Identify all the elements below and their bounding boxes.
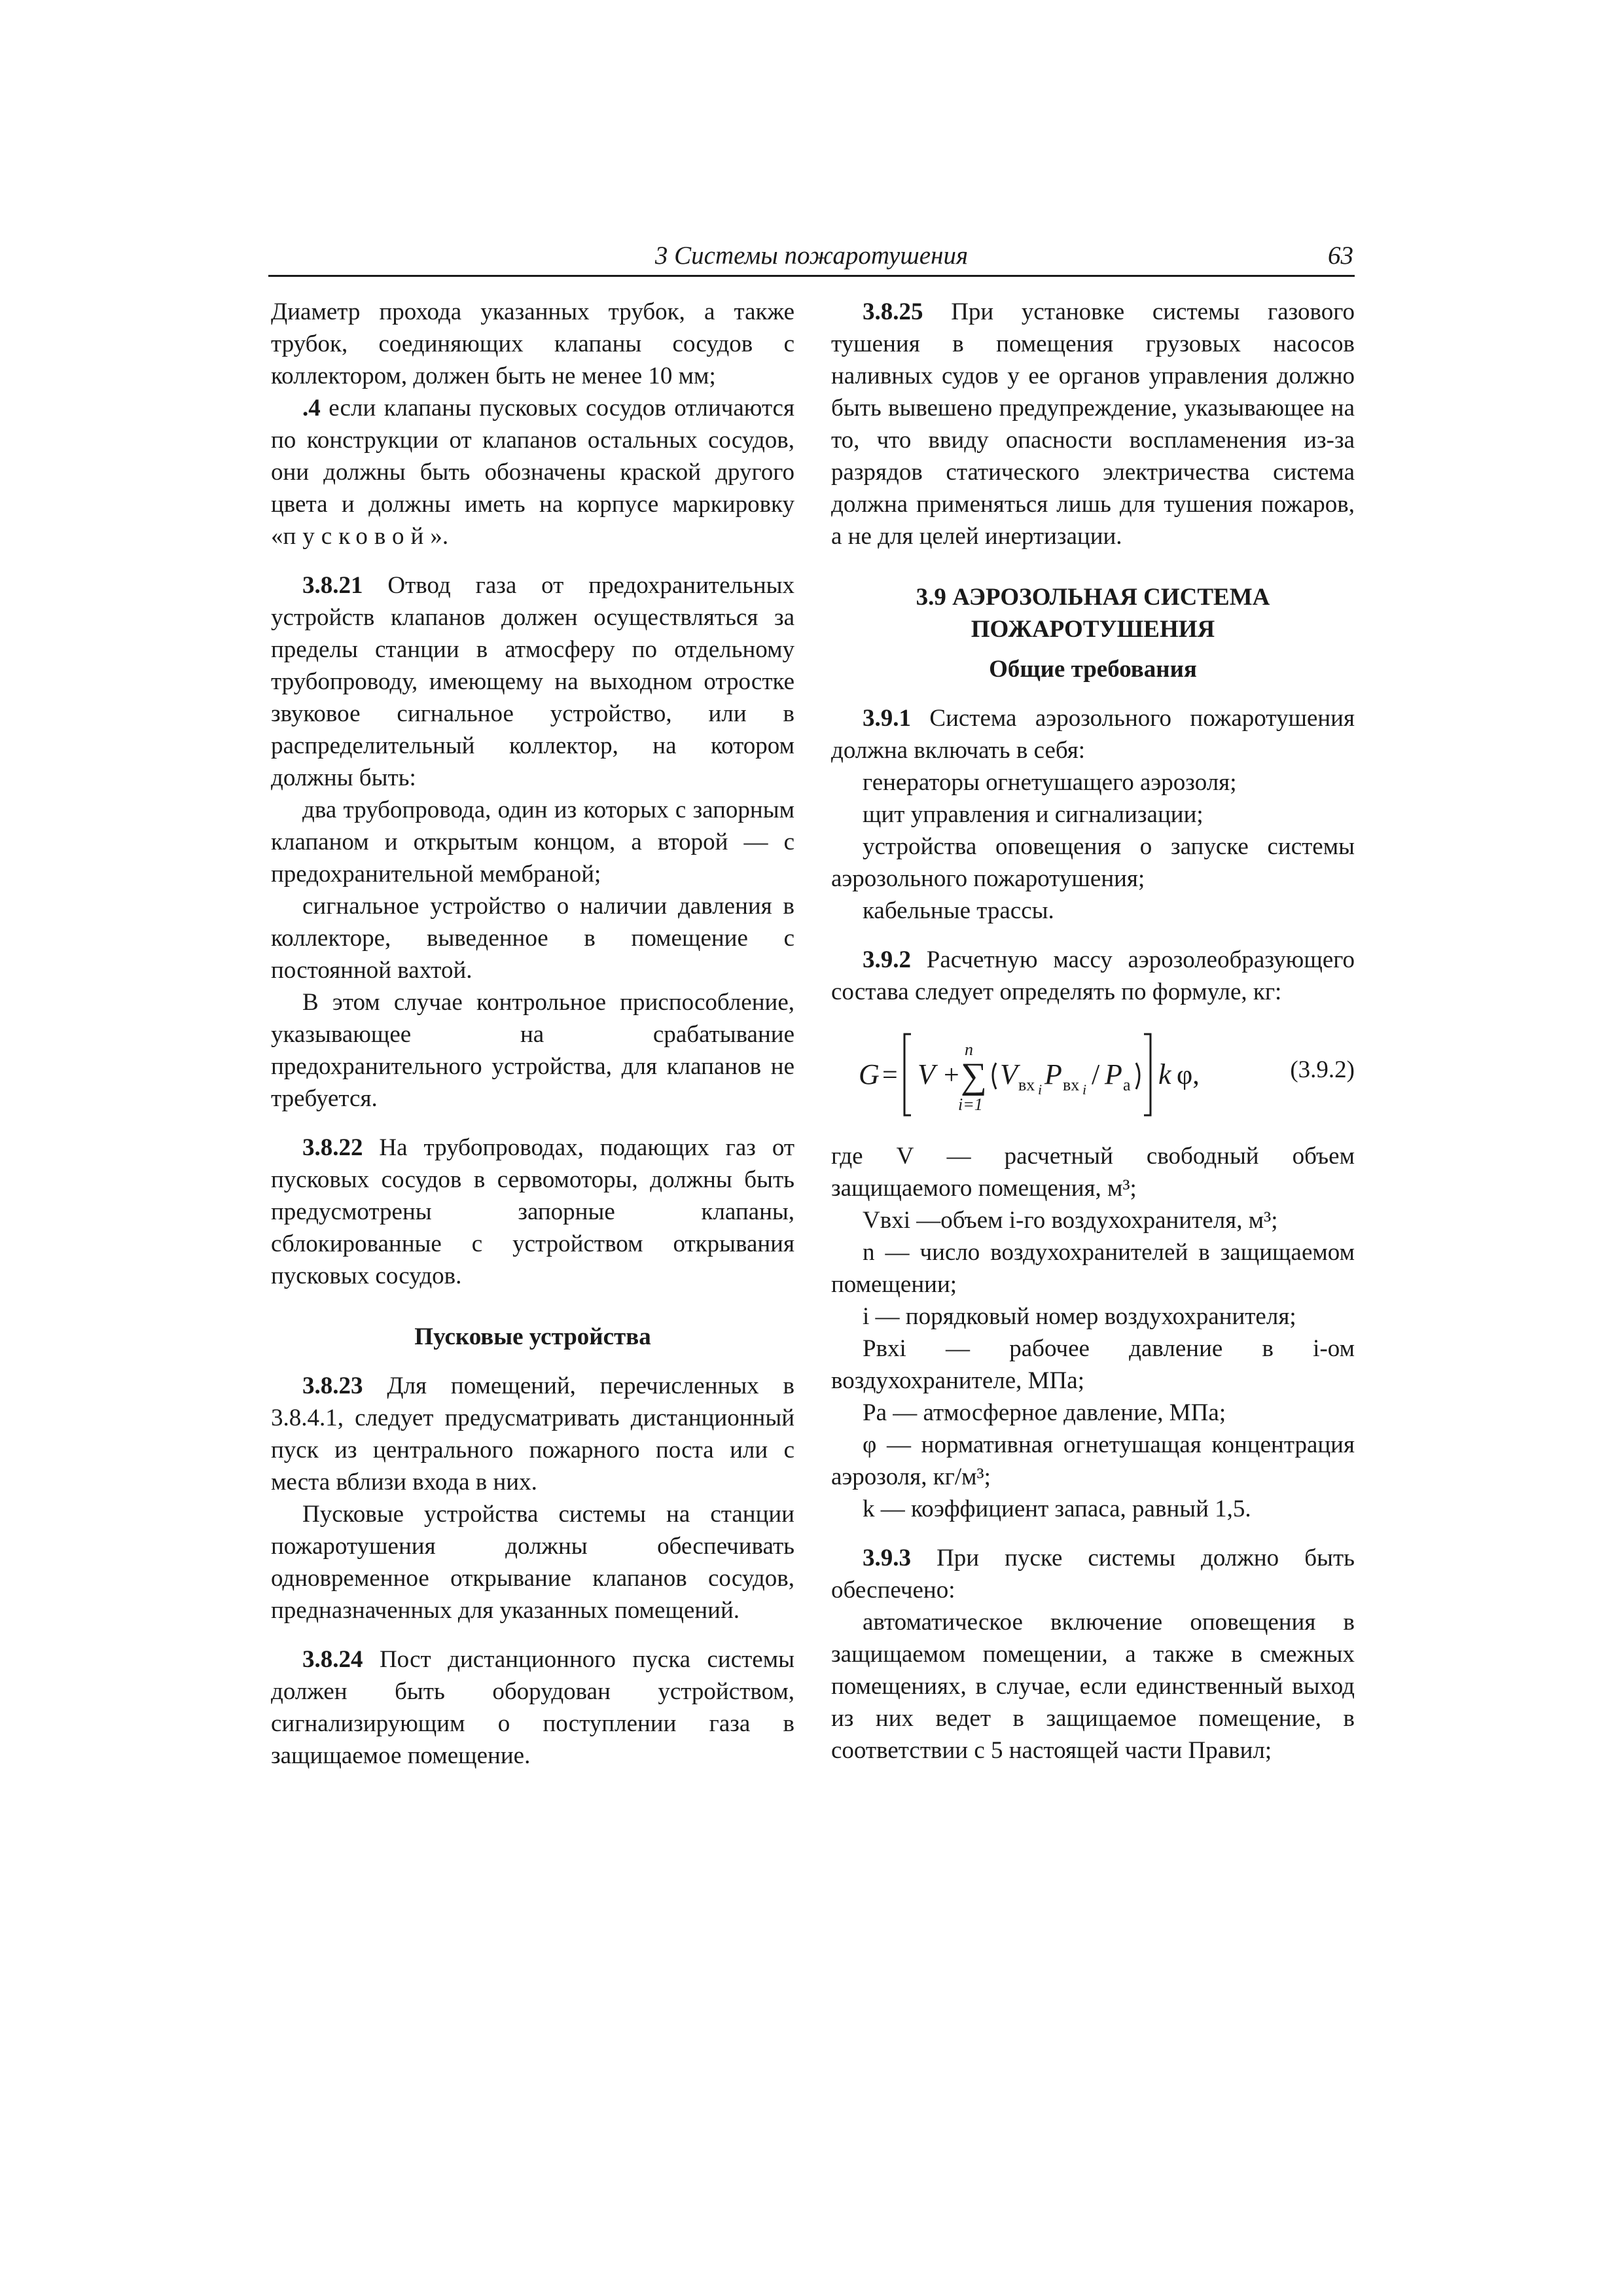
list-item: устройства оповещения о запуске системы аэрозольного пожаротушения;	[831, 833, 1355, 892]
formula-number: (3.9.2)	[1290, 1056, 1355, 1083]
formula-Vvx: V	[1000, 1058, 1018, 1090]
section-3-9-2	[831, 944, 1355, 1008]
subscript-i: i	[1038, 1081, 1043, 1098]
section-heading-line2: ПОЖАРОТУШЕНИЯ	[971, 616, 1215, 643]
list-item: генераторы огнетушащего аэрозоля;	[863, 769, 1237, 796]
section-number: 3.8.21	[302, 572, 363, 599]
section-number: 3.8.25	[863, 298, 923, 325]
section-3-9-3	[831, 1542, 1355, 1606]
formula-equals: =	[882, 1060, 898, 1090]
formula-k: k	[1158, 1058, 1171, 1090]
paragraph-item-4	[271, 392, 794, 552]
paragraph-text: если клапаны пусковых сосудов отличаются по конструкции от клапанов остальных сосудов, они должны быть обозначены краской другого цвета и должны иметь на корпусе маркировку «	[271, 395, 794, 550]
formula-slash: /	[1092, 1058, 1100, 1090]
section-text: Система аэрозольного пожаротушения должна включать в себя:	[831, 705, 1355, 764]
list-item: сигнальное устройство о наличии давления в коллекторе, выведенное в помещение с постоянной вахтой.	[271, 893, 794, 984]
page-number: 63	[1328, 242, 1353, 270]
section-3-9-1	[831, 702, 1355, 766]
section-heading-line1: 3.9 АЭРОЗОЛЬНАЯ СИСТЕМА	[916, 584, 1270, 611]
section-3-8-25	[831, 296, 1355, 552]
formula-G: G	[859, 1058, 880, 1090]
right-column	[831, 296, 1355, 1767]
definition-Vvx: Vвхi —объем i-го воздухохранителя, м³;	[863, 1207, 1278, 1234]
list-item: автоматическое включение оповещения в защищаемом помещении, а также в смежных помещениях, в случае, если единственный выход из них ведет в защищаемое помещение, в соответствии с 5 настоящей части Правил;	[831, 1609, 1355, 1764]
sum-sign: ∑	[961, 1056, 987, 1096]
subscript-vx-2: вх	[1063, 1075, 1080, 1094]
running-title: 3 Системы пожаротушения	[654, 242, 969, 270]
section-text: Пост дистанционного пуска системы должен быть оборудован устройством, сигнализирующим о поступлении газа в защищаемое помещение.	[271, 1646, 794, 1769]
right-bracket	[1144, 1034, 1150, 1115]
section-number: 3.9.2	[863, 946, 911, 973]
definition-phi: φ — нормативная огнетушащая концентрация аэрозоля, кг/м³;	[831, 1431, 1355, 1490]
section-text: Отвод газа от предохранительных устройств клапанов должен осуществляться за пределы станции в атмосферу по отдельному трубопроводу, имеющему на выходном отростке звуковое сигнальное устройство, или в распределительный коллектор, на котором должны быть:	[271, 572, 794, 791]
list-item: два трубопровода, один из которых с запорным клапаном и открытым концом, а второй — с предохранительной мембраной;	[271, 797, 794, 888]
left-paren	[993, 1063, 996, 1089]
definition-i: i — порядковый номер воздухохранителя;	[863, 1303, 1296, 1330]
section-3-8-22	[271, 1132, 794, 1292]
definition-Pvx: Pвхi — рабочее давление в i-ом воздухохранителе, МПа;	[831, 1335, 1355, 1394]
sub-heading: Пусковые устройства	[414, 1323, 651, 1350]
list-item: кабельные трассы.	[863, 897, 1054, 924]
page-header	[268, 240, 1355, 277]
left-column	[271, 296, 794, 1772]
list-item: щит управления и сигнализации;	[863, 801, 1204, 828]
formula-3-9-2	[831, 1017, 1355, 1134]
section-text: Расчетную массу аэрозолеобразующего состава следует определять по формуле, кг:	[831, 946, 1355, 1005]
sub-heading: Общие требования	[989, 656, 1197, 683]
section-3-8-24	[271, 1643, 794, 1772]
section-number: 3.8.22	[302, 1134, 363, 1161]
section-number: 3.9.1	[863, 705, 911, 732]
section-text: Для помещений, перечисленных в 3.8.4.1, следует предусматривать дистанционный пуск из центрального пожарного поста или с места вблизи входа в них.	[271, 1372, 794, 1496]
section-number: 3.9.3	[863, 1545, 911, 1571]
formula-Pa: P	[1105, 1058, 1122, 1090]
marking-text: пусковой	[283, 523, 431, 550]
section-3-8-23	[271, 1370, 794, 1498]
formula-graphic	[844, 1017, 1250, 1134]
subscript-i-2: i	[1082, 1081, 1087, 1098]
definition-V: где V — расчетный свободный объем защищаемого помещения, м³;	[831, 1143, 1355, 1202]
paragraph: Диаметр прохода указанных трубок, а также трубок, соединяющих клапаны сосудов с коллектором, должен быть не менее 10 мм;	[271, 298, 794, 389]
paragraph: Пусковые устройства системы на станции пожаротушения должны обеспечивать одновременное открывание клапанов сосудов, предназначенных для указанных помещений.	[271, 1501, 794, 1624]
paragraph: В этом случае контрольное приспособление, указывающее на срабатывание предохранительного устройства, для клапанов не требуется.	[271, 989, 794, 1112]
section-number: 3.8.23	[302, 1372, 363, 1399]
formula-V: V	[918, 1058, 935, 1090]
formula-phi: φ,	[1177, 1060, 1200, 1090]
definition-k: k — коэффициент запаса, равный 1,5.	[863, 1496, 1251, 1522]
definition-n: n — число воздухохранителей в защищаемом помещении;	[831, 1239, 1355, 1298]
definition-Pa: Pа — атмосферное давление, МПа;	[863, 1399, 1226, 1426]
section-number: 3.8.24	[302, 1646, 363, 1673]
left-bracket	[904, 1034, 911, 1115]
sum-lower-limit: i=1	[958, 1095, 983, 1114]
subscript-vx: вх	[1018, 1075, 1035, 1094]
section-text: На трубопроводах, подающих газ от пусковых сосудов в сервомоторы, должны быть предусмотрены запорные клапаны, сблокированные с устройством открывания пусковых сосудов.	[271, 1134, 794, 1289]
section-text: При пуске системы должно быть обеспечено:	[831, 1545, 1355, 1604]
right-paren	[1136, 1063, 1139, 1089]
formula-plus: +	[944, 1060, 959, 1090]
paragraph-text-end: ».	[430, 523, 449, 550]
item-number: .4	[302, 395, 321, 422]
section-3-8-21	[271, 569, 794, 794]
section-text: При установке системы газового тушения в помещения грузовых насосов наливных судов у ее органов управления должно быть вывешено предупреждение, указывающее на то, что ввиду опасности воспламенения из-за разрядов статического электричества система должна применяться лишь для тушения пожаров, а не для целей инертизации.	[831, 298, 1355, 550]
subscript-a: а	[1123, 1075, 1131, 1094]
sum-upper-limit: n	[965, 1040, 973, 1059]
formula-Pvx: P	[1044, 1058, 1062, 1090]
